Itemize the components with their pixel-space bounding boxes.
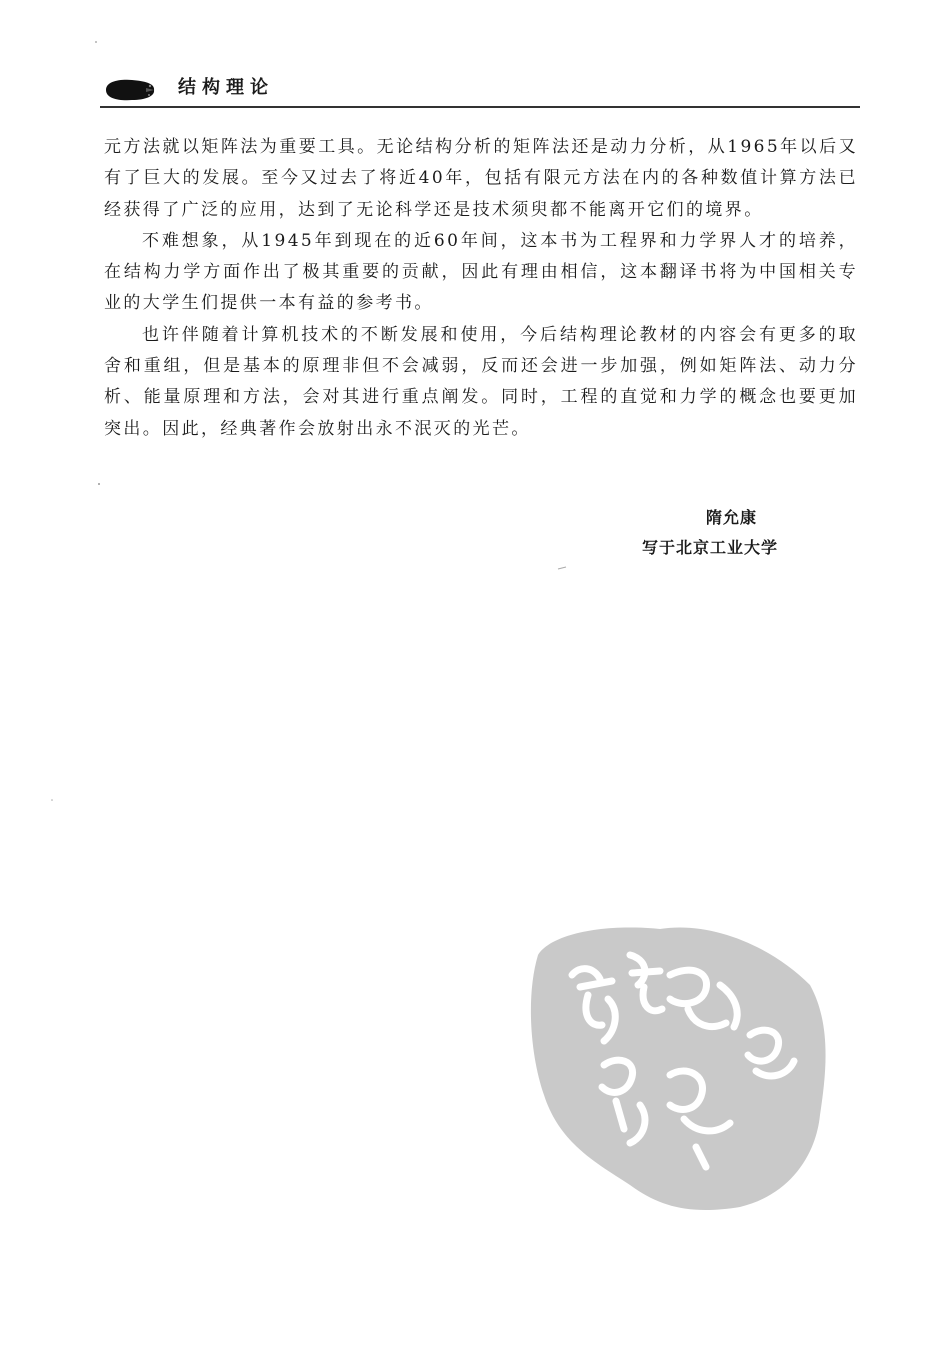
- running-title: 结构理论: [178, 77, 274, 98]
- running-header: [100, 72, 860, 108]
- paragraph-1: 元方法就以矩阵法为重要工具。无论结构分析的矩阵法还是动力分析，从1965年以后又有了巨大的发展。至今又过去了将近40年，包括有限元方法在内的各种数值计算方法已经获得了广泛的应用，达到了无论科学还是技术须臾都不能离开它们的境界。: [104, 137, 858, 220]
- header-badge-icon: [102, 78, 156, 102]
- header-rule: [100, 106, 860, 108]
- paragraph-3: 也许伴随着计算机技术的不断发展和使用，今后结构理论教材的内容会有更多的取舍和重组，但是基本的原理非但不会减弱，反而还会进一步加强，例如矩阵法、动力分析、能量原理和方法，会对其进行重点阐发。同时，工程的直觉和力学的概念也要更加突出。因此，经典著作会放射出永不泯灭的光芒。: [104, 324, 858, 439]
- author-name: 隋允康: [706, 508, 758, 527]
- body-text: [104, 132, 858, 445]
- author-place: 写于北京工业大学: [642, 538, 779, 557]
- paragraph-2: 不难想象，从1945年到现在的近60年间，这本书为工程界和力学界人才的培养，在结构力学方面作出了极其重要的贡献，因此有理由相信，这本翻译书将为中国相关专业的大学生们提供一本有益的参考书。: [104, 230, 858, 314]
- seal-stamp-icon: [520, 915, 840, 1215]
